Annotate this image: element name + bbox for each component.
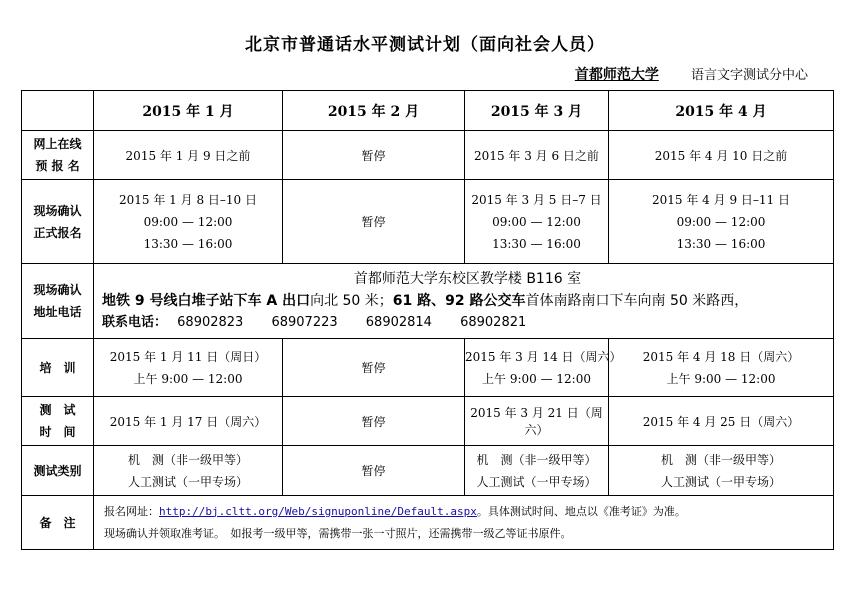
row-label: 测 试 时 间 [22,397,94,446]
notes-cell [94,496,834,550]
address-line: 首都师范大学东校区教学楼 B116 室 [353,271,582,287]
corner-cell [22,91,94,131]
month-header: 2015 年 3 月 [465,91,609,131]
cell: 暂停 [283,397,465,446]
cell: 2015 年 4 月 25 日（周六） [609,397,834,446]
address-cell [94,264,834,339]
cell: 暂停 [283,131,465,180]
document-title: 北京市普通话水平测试计划（面向社会人员） [245,35,605,55]
phone-number: 68902821 [460,315,527,330]
cell: 2015 年 3 月 14 日（周六） 上午 9:00 — 12:00 [465,339,609,397]
phone-number: 68902823 [177,315,244,330]
online-registration-row [22,131,834,180]
organization-line [557,64,808,84]
test-time-row [22,397,834,446]
month-header: 2015 年 4 月 [609,91,834,131]
row-label: 测试类别 [22,446,94,496]
phone-line: 联系电话： 68902823 68907223 68902814 68902821 [102,315,527,330]
registration-link[interactable]: http://bj.cltt.org/Web/signuponline/Default.aspx [159,504,477,518]
row-label: 备 注 [22,496,94,550]
cell: 2015 年 4 月 9 日–11 日 09:00 — 12:00 13:30 — 16:00 [609,180,834,264]
address-phone-row [22,264,834,339]
phone-number: 68902814 [365,315,432,330]
cell: 机 测（非一级甲等） 人工测试（一甲专场） [94,446,283,496]
notes-line: 报名网址：http://bj.cltt.org/Web/signuponline/Default.aspx。具体测试时间、地点以《准考证》为准。 [104,504,686,518]
notes-line: 现场确认并领取准考证。 如报考一级甲等，需携带一张一寸照片，还需携带一级乙等证书原件。 [104,526,572,540]
cell: 2015 年 4 月 10 日之前 [609,131,834,180]
cell: 2015 年 3 月 5 日–7 日 09:00 — 12:00 13:30 — 16:00 [465,180,609,264]
cell: 2015 年 1 月 9 日之前 [94,131,283,180]
onsite-confirmation-row [22,180,834,264]
phone-number: 68907223 [271,315,338,330]
cell: 2015 年 1 月 8 日–10 日 09:00 — 12:00 13:30 — 16:00 [94,180,283,264]
cell: 2015 年 1 月 11 日（周日） 上午 9:00 — 12:00 [94,339,283,397]
cell: 2015 年 1 月 17 日（周六） [94,397,283,446]
cell: 2015 年 3 月 6 日之前 [465,131,609,180]
month-header: 2015 年 2 月 [283,91,465,131]
organization-name: 首都师范大学 [574,67,659,83]
cell: 暂停 [283,180,465,264]
schedule-table [21,90,834,550]
header-row [22,91,834,131]
cell: 机 测（非一级甲等） 人工测试（一甲专场） [609,446,834,496]
cell: 暂停 [283,339,465,397]
test-type-row [22,446,834,496]
row-label: 现场确认 正式报名 [22,180,94,264]
month-header: 2015 年 1 月 [94,91,283,131]
row-label: 培 训 [22,339,94,397]
cell: 2015 年 4 月 18 日（周六） 上午 9:00 — 12:00 [609,339,834,397]
cell: 机 测（非一级甲等） 人工测试（一甲专场） [465,446,609,496]
cell: 暂停 [283,446,465,496]
notes-row [22,496,834,550]
row-label: 现场确认 地址电话 [22,264,94,339]
training-row [22,339,834,397]
row-label: 网上在线 预 报 名 [22,131,94,180]
directions-line: 地铁 9 号线白堆子站下车 A 出口向北 50 米；61 路、92 路公交车首体南路南口下车向南 50 米路西， [102,293,749,309]
cell: 2015 年 3 月 21 日（周六） [465,397,609,446]
organization-suffix: 语言文字测试分中心 [690,68,808,83]
